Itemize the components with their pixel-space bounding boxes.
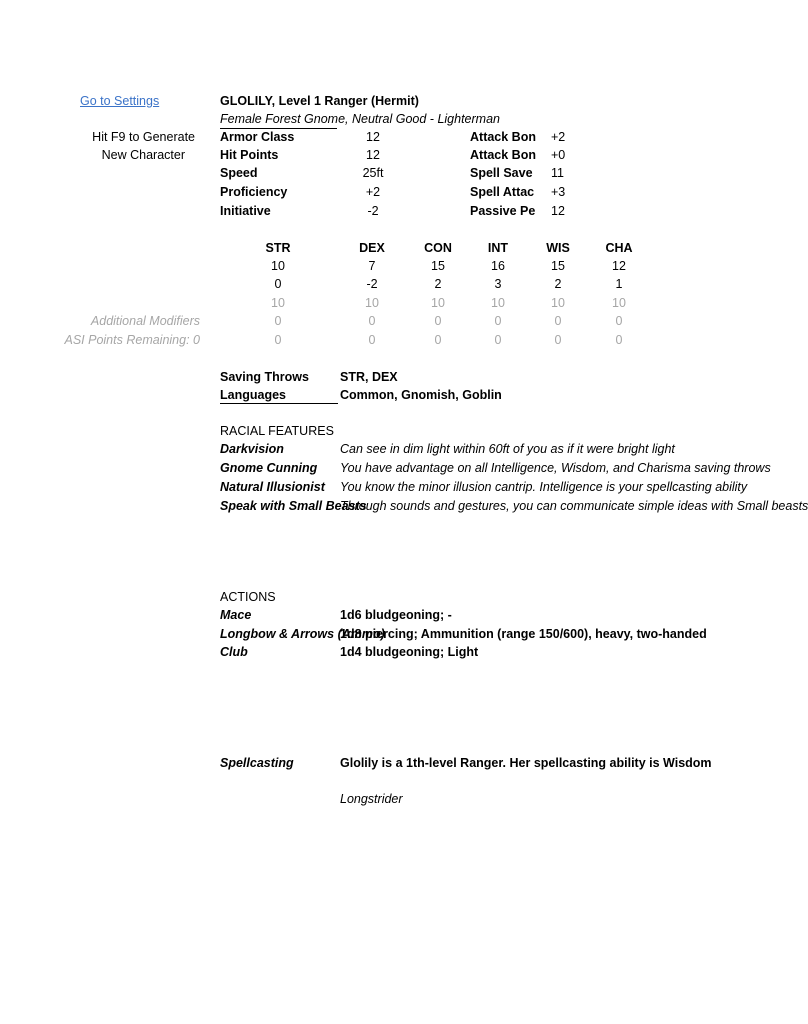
ability-additional-str[interactable]: 0 [274,314,282,328]
attack-bonus-2-value: +0 [551,148,566,162]
ability-modifier-dex: -2 [366,277,378,291]
racial-feature-desc: You know the minor illusion cantrip. Intelligence is your spellcasting ability [340,480,748,494]
ability-additional-wis[interactable]: 0 [554,314,562,328]
settings-link[interactable]: Go to Settings [80,94,160,108]
initiative-value: -2 [367,204,379,218]
saving-throws-value: STR, DEX [340,370,398,384]
ability-additional-dex[interactable]: 0 [368,314,376,328]
ability-header-cha: CHA [605,241,633,255]
action-desc: 1d6 bludgeoning; - [340,608,452,622]
proficiency-value: +2 [365,185,381,199]
spell-attack-label: Spell Attac [470,185,535,199]
ability-asi-cha[interactable]: 0 [615,333,623,347]
action-name: Club [220,645,248,659]
ability-modifier-str: 0 [274,277,282,291]
ability-asi-str[interactable]: 0 [274,333,282,347]
spell-save-label: Spell Save [470,166,533,180]
racial-feature-name: Darkvision [220,442,284,456]
racial-feature-desc: Can see in dim light within 60ft of you as if it were bright light [340,442,675,456]
action-desc: 1d4 bludgeoning; Light [340,645,479,659]
attack-bonus-2-label: Attack Bon [470,148,536,162]
attack-bonus-value: +2 [551,130,566,144]
racial-features-heading: RACIAL FEATURES [220,424,334,438]
ability-modifier-wis: 2 [554,277,562,291]
spell-attack-value: +3 [551,185,566,199]
ability-score-con: 15 [431,259,445,273]
initiative-label: Initiative [220,204,271,218]
ability-score-cha: 12 [612,259,626,273]
racial-feature-desc: Through sounds and gestures, you can communicate simple ideas with Small beasts [340,499,808,513]
ability-header-dex: DEX [359,241,385,255]
spell-name: Longstrider [340,792,403,806]
speed-value: 25ft [362,166,384,180]
additional-modifiers-label: Additional Modifiers [90,314,200,328]
saving-throws-label: Saving Throws [220,370,309,384]
ability-base-dex[interactable]: 10 [365,296,379,310]
ability-additional-con[interactable]: 0 [434,314,442,328]
armor-class-value: 12 [366,130,380,144]
action-name: Mace [220,608,252,622]
ability-header-int: INT [487,241,509,255]
asi-points-label: ASI Points Remaining: 0 [64,333,200,347]
languages-value: Common, Gnomish, Goblin [340,388,502,402]
character-title: GLOLILY, Level 1 Ranger (Hermit) [220,94,419,108]
ability-score-dex: 7 [368,259,376,273]
actions-heading: ACTIONS [220,590,276,604]
ability-asi-con[interactable]: 0 [434,333,442,347]
action-desc: 1d8 piercing; Ammunition (range 150/600), heavy, two-handed [340,627,707,641]
character-subtitle: Female Forest Gnome, Neutral Good - Lighterman [220,112,500,126]
spellcasting-desc: Glolily is a 1th-level Ranger. Her spellcasting ability is Wisdom [340,756,712,770]
action-name: Longbow & Arrows (Ammo) [220,627,385,641]
ability-asi-int[interactable]: 0 [494,333,502,347]
racial-feature-name: Natural Illusionist [220,480,325,494]
ability-base-cha[interactable]: 10 [612,296,626,310]
ability-score-wis: 15 [551,259,565,273]
hit-points-value: 12 [366,148,380,162]
passive-perception-value: 12 [551,204,565,218]
armor-class-label: Armor Class [220,130,295,144]
racial-feature-name: Speak with Small Beasts [220,499,367,513]
ability-header-str: STR [265,241,291,255]
ability-modifier-int: 3 [494,277,502,291]
ability-score-str: 10 [271,259,285,273]
ability-base-wis[interactable]: 10 [551,296,565,310]
attack-bonus-label: Attack Bon [470,130,536,144]
ability-modifier-cha: 1 [615,277,623,291]
spell-save-value: 11 [551,166,564,180]
ability-score-int: 16 [491,259,505,273]
ability-additional-int[interactable]: 0 [494,314,502,328]
ability-asi-wis[interactable]: 0 [554,333,562,347]
ability-base-con[interactable]: 10 [431,296,445,310]
speed-label: Speed [220,166,258,180]
languages-underline [220,403,338,404]
ability-base-int[interactable]: 10 [491,296,505,310]
passive-perception-label: Passive Pe [470,204,536,218]
spellcasting-label: Spellcasting [220,756,294,770]
ability-modifier-con: 2 [434,277,442,291]
ability-header-wis: WIS [546,241,570,255]
ability-asi-dex[interactable]: 0 [368,333,376,347]
proficiency-label: Proficiency [220,185,288,199]
hit-points-label: Hit Points [220,148,279,162]
generate-hint-line2: New Character [101,148,185,162]
languages-label: Languages [220,388,286,402]
ability-base-str[interactable]: 10 [271,296,285,310]
racial-feature-name: Gnome Cunning [220,461,318,475]
generate-hint-line1: Hit F9 to Generate [92,130,195,144]
ability-header-con: CON [424,241,452,255]
racial-feature-desc: You have advantage on all Intelligence, Wisdom, and Charisma saving throws [340,461,771,475]
ability-additional-cha[interactable]: 0 [615,314,623,328]
